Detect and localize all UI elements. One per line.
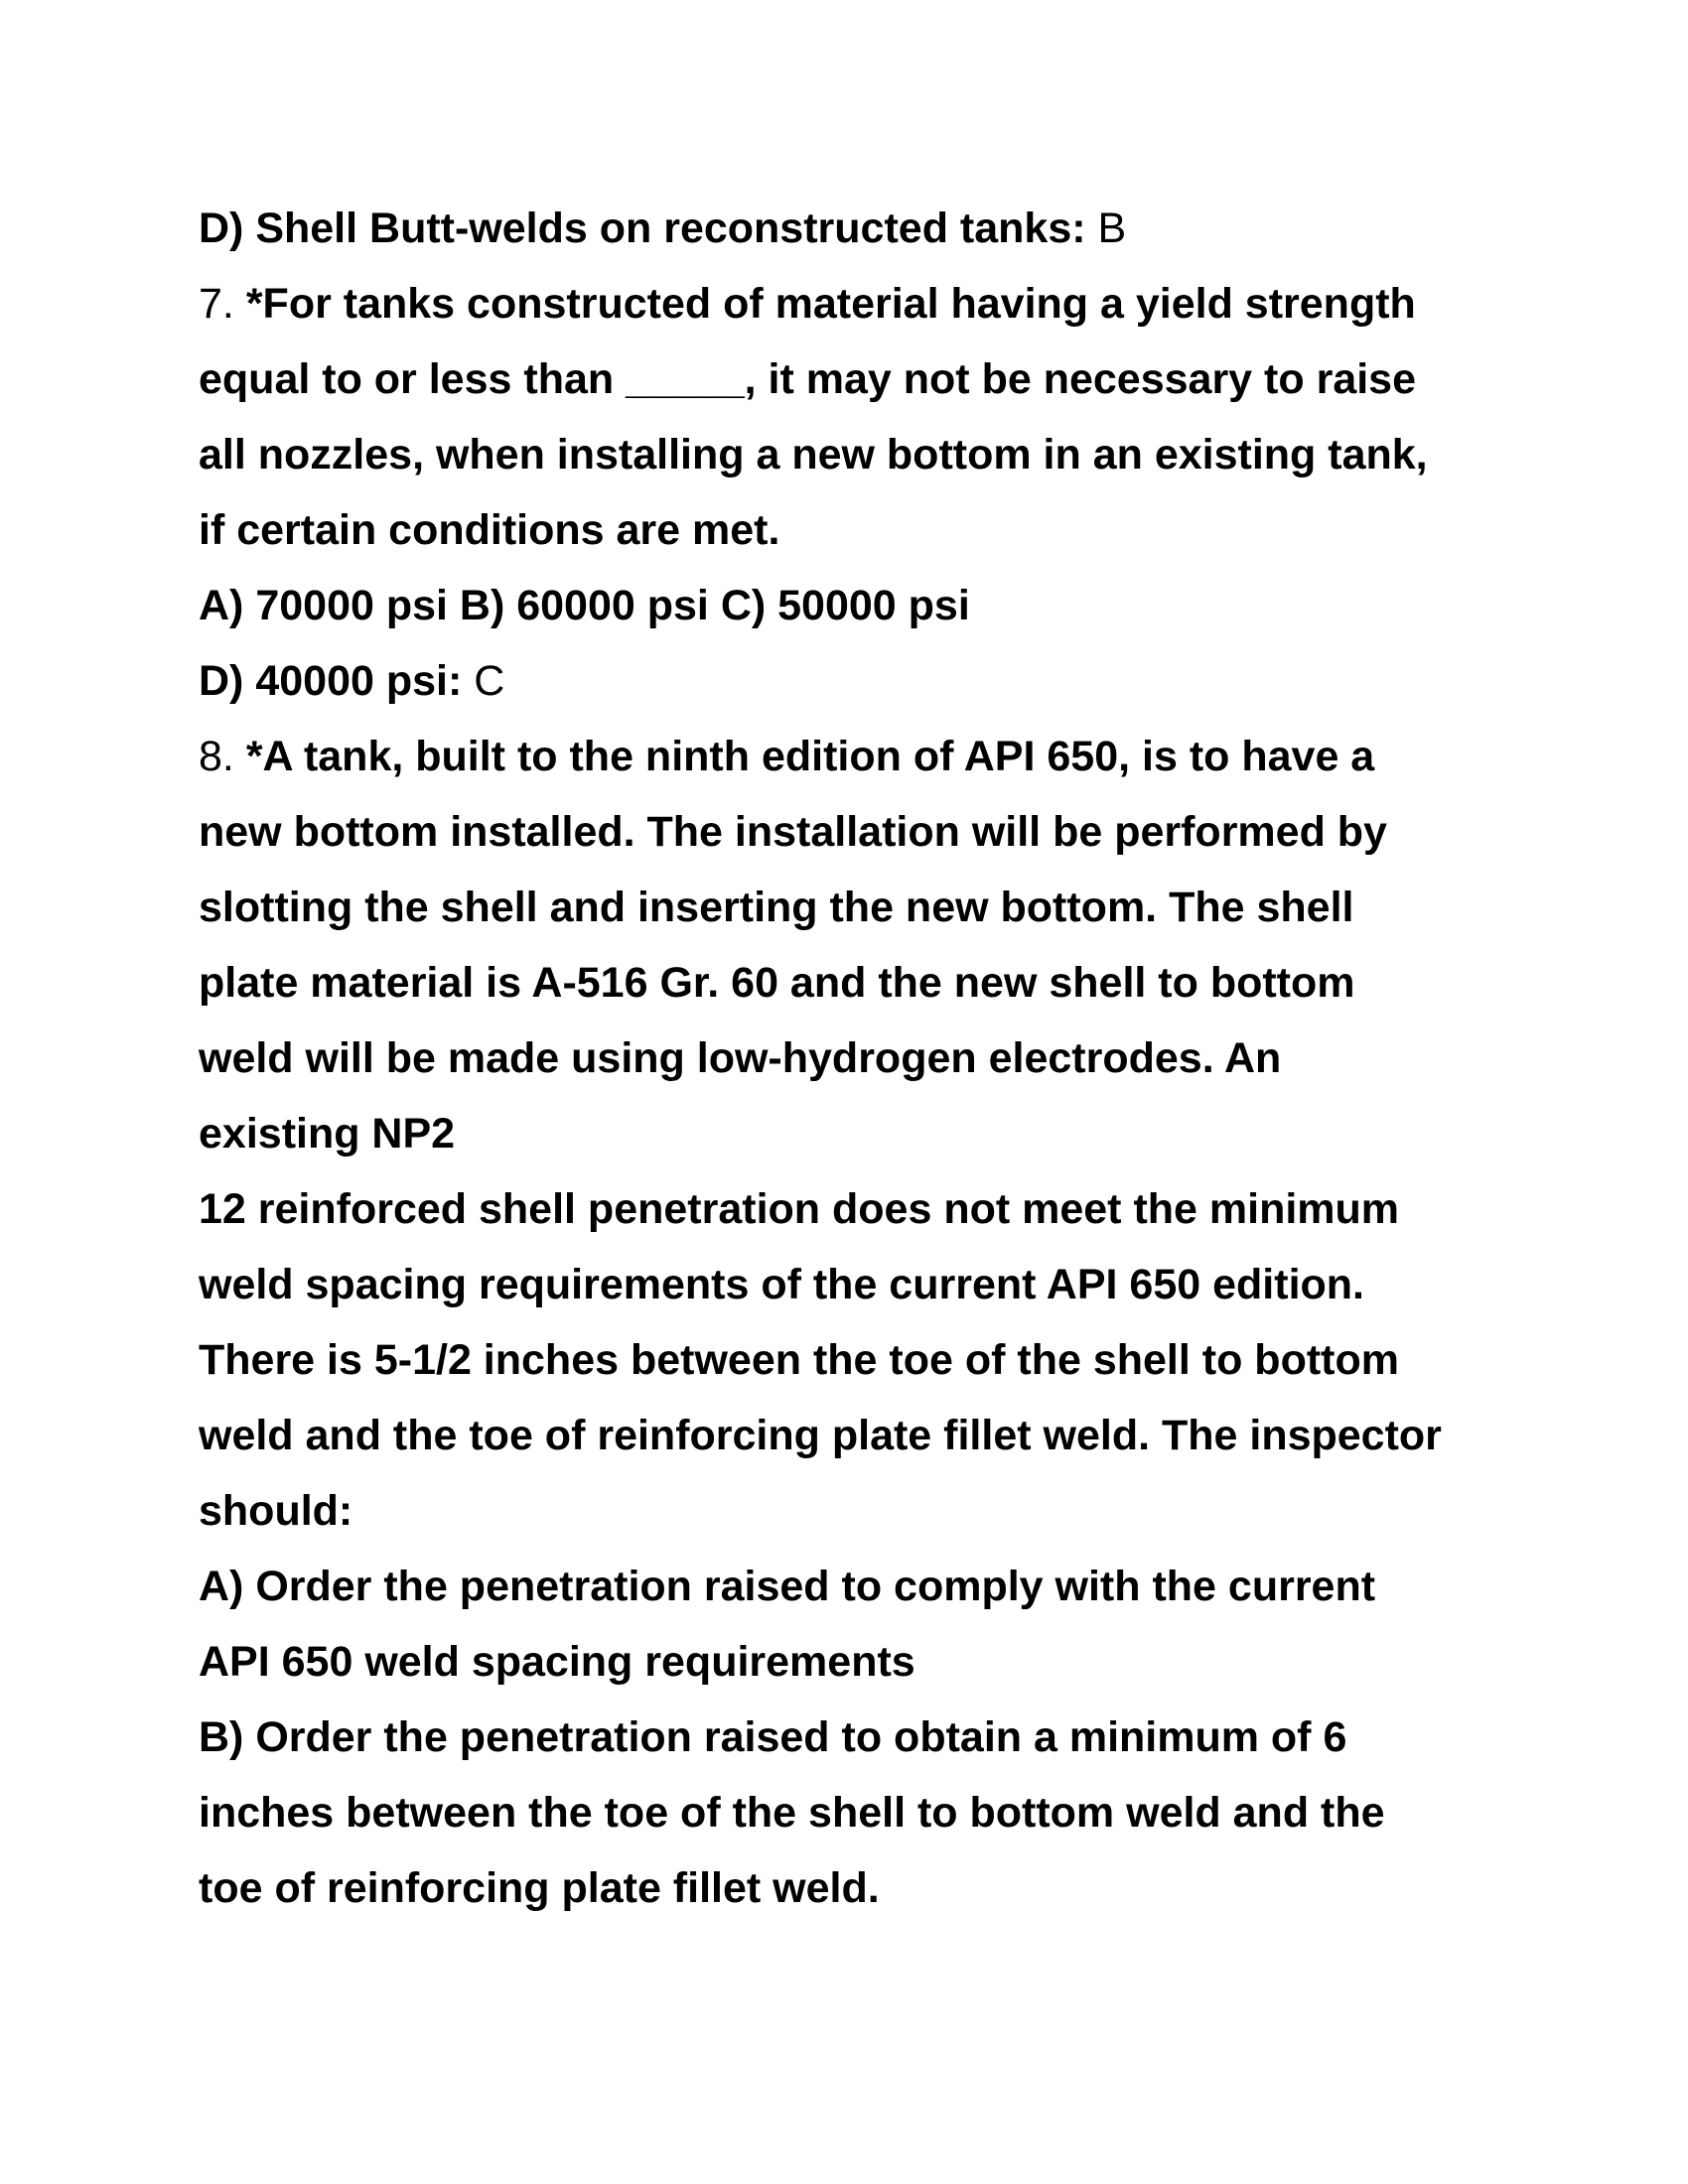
question-8-line: [199, 1247, 1509, 1322]
question-number: 7.: [199, 280, 246, 328]
question-8-line: [199, 719, 1509, 794]
question-7-line: [199, 266, 1509, 341]
question-number: 8.: [199, 733, 246, 780]
question-text: existing NP2: [199, 1110, 456, 1158]
question-text: weld will be made using low-hydrogen electrodes. An: [199, 1034, 1282, 1082]
question-8-line: [199, 1322, 1509, 1398]
question-7-line: [199, 341, 1509, 417]
document-body: [199, 191, 1509, 1926]
question-text: weld spacing requirements of the current API 650 edition.: [199, 1261, 1364, 1308]
question-8-line: [199, 1398, 1509, 1473]
option-text: A) Order the penetration raised to comply with the current: [199, 1563, 1376, 1610]
question-8-option-b: [199, 1850, 1509, 1926]
question-8-line: [199, 1096, 1509, 1171]
option-text: toe of reinforcing plate fillet weld.: [199, 1864, 880, 1912]
option-text: API 650 weld spacing requirements: [199, 1638, 915, 1686]
question-text: should:: [199, 1487, 353, 1535]
question-8-option-b: [199, 1700, 1509, 1775]
question-7-line: [199, 492, 1509, 568]
question-text: There is 5-1/2 inches between the toe of the shell to bottom: [199, 1336, 1399, 1384]
question-text: 12 reinforced shell penetration does not meet the minimum: [199, 1185, 1400, 1233]
question-8-line: [199, 945, 1509, 1021]
question-8-line: [199, 1021, 1509, 1096]
question-text: all nozzles, when installing a new bottom in an existing tank,: [199, 431, 1428, 478]
question-text: equal to or less than _____, it may not be necessary to raise: [199, 355, 1417, 403]
question-7-options: [199, 568, 1509, 643]
question-text: if certain conditions are met.: [199, 506, 780, 554]
question-8-line: [199, 1171, 1509, 1247]
option-text: B) Order the penetration raised to obtain a minimum of 6: [199, 1713, 1347, 1761]
question-8-option-b: [199, 1775, 1509, 1850]
question-8-line: [199, 870, 1509, 945]
question-8-option-a: [199, 1624, 1509, 1700]
option-text: D) 40000 psi:: [199, 657, 475, 705]
question-8-line: [199, 1473, 1509, 1549]
question-text: weld and the toe of reinforcing plate fillet weld. The inspector: [199, 1412, 1442, 1459]
question-text: new bottom installed. The installation will be performed by: [199, 808, 1387, 856]
question-text: slotting the shell and inserting the new bottom. The shell: [199, 884, 1354, 931]
option-text: inches between the toe of the shell to bottom weld and the: [199, 1789, 1385, 1837]
question-text: plate material is A-516 Gr. 60 and the new shell to bottom: [199, 959, 1355, 1007]
option-text: D) Shell Butt-welds on reconstructed tanks:: [199, 205, 1098, 252]
question-8-line: [199, 794, 1509, 870]
question-8-option-a: [199, 1549, 1509, 1624]
option-text: A) 70000 psi B) 60000 psi C) 50000 psi: [199, 582, 970, 629]
question-text: *For tanks constructed of material having a yield strength: [245, 280, 1416, 328]
answer-key: B: [1097, 205, 1127, 252]
answer-key: C: [474, 657, 505, 705]
question-7-line: [199, 417, 1509, 492]
question-text: *A tank, built to the ninth edition of API 650, is to have a: [245, 733, 1375, 780]
answer-line-q7d: [199, 643, 1509, 719]
answer-line-q6d: [199, 191, 1509, 266]
